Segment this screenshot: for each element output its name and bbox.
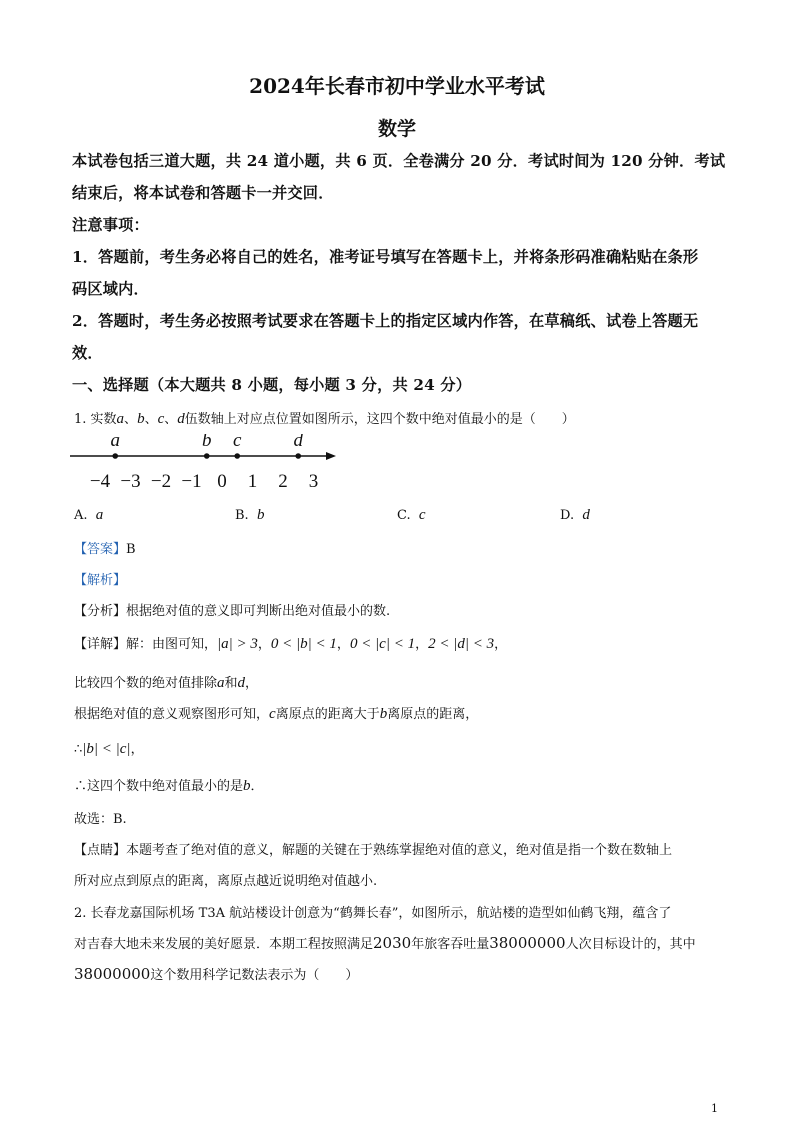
inequality-end: ， [130, 742, 144, 757]
q1-var-d: d [177, 411, 185, 427]
q2-line-3 [74, 964, 358, 983]
condition-1: |a| > 3 [217, 636, 258, 652]
number-line-arrow [326, 452, 336, 460]
tick-label: −4 [89, 471, 111, 492]
tick-label: −1 [181, 471, 202, 492]
section-1-heading: 一、选择题（本大题共 8 小题，每小题 3 分，共 24 分） [72, 376, 472, 394]
distance-var-c: c [269, 706, 276, 722]
option-b[interactable] [235, 507, 264, 524]
distance-end: 离原点的距离， [387, 707, 479, 722]
option-c[interactable] [397, 507, 426, 524]
q1-stem [74, 408, 575, 428]
option-c-label: C. [397, 508, 411, 523]
q1-var-b: b [137, 411, 145, 427]
xiangjie-line [74, 633, 507, 653]
exam-title: 2024年长春市初中学业水平考试 [249, 74, 545, 98]
dianjing-text-1: 本题考查了绝对值的意义，解题的关键在于熟练掌握绝对值的意义，绝对值是指一个数在数轴上 [126, 843, 673, 858]
tick-label: 3 [308, 471, 319, 492]
tick-label: 2 [278, 471, 288, 492]
answer-line [74, 538, 136, 557]
fenxi-tag: 【分析】 [74, 604, 127, 619]
answer-tag: 【答案】 [74, 542, 127, 557]
analysis-tag: 【解析】 [74, 573, 127, 588]
point-a [112, 453, 118, 459]
dianjing-tag: 【点睛】 [74, 843, 127, 858]
page-number: 1 [711, 1102, 718, 1115]
tick-label: −3 [120, 471, 141, 492]
compare-var-d: d [237, 675, 246, 691]
q2-line-2 [74, 933, 696, 952]
distance-var-b: b [379, 706, 388, 722]
compare-prefix: 比较四个数的绝对值排除 [74, 676, 218, 691]
q2-line-2-mid: 年旅客吞吐量 [411, 937, 490, 952]
q2-line-1: 2. 长春龙嘉国际机场 T3A 航站楼设计创意为“鹤舞长春”，如图所示，航站楼的造型如仙鹤飞翔，蕴含了 [74, 906, 672, 921]
option-c-value: c [418, 507, 426, 523]
therefore-line-1 [74, 738, 144, 758]
option-a[interactable] [74, 507, 103, 524]
point-c [234, 453, 240, 459]
dianjing-line-2: 所对应点到原点的距离，离原点越近说明绝对值越小. [74, 874, 378, 889]
therefore-symbol: ∴ [74, 742, 83, 757]
condition-2: 0 < |b| < 1 [270, 636, 337, 652]
q1-stem-suffix: 伍数轴上对应点位置如图所示，这四个数中绝对值最小的是（ ） [184, 412, 575, 427]
q2-line-3-end: 这个数用科学记数法表示为（ ） [150, 968, 359, 983]
option-d[interactable] [560, 507, 590, 524]
distance-line [74, 703, 478, 723]
compare-var-a: a [217, 675, 225, 691]
point-label-b: b [202, 434, 212, 451]
q1-var-c: c [157, 411, 165, 427]
q2-year: 2030 [373, 934, 412, 952]
therefore-2-end: ． [250, 779, 264, 794]
notice-item-2-line-1: 2．答题时，考生务必按照考试要求在答题卡上的指定区域内作答，在草稿纸、试卷上答题无 [72, 312, 699, 330]
intro-line-2: 结束后，将本试卷和答题卡一并交回． [72, 184, 334, 202]
distance-mid: 离原点的距离大于 [275, 707, 380, 722]
compare-and: 和 [224, 676, 238, 691]
point-label-d: d [293, 434, 303, 451]
distance-prefix: 根据绝对值的意义观察图形可知， [74, 707, 270, 722]
point-label-a: a [110, 434, 120, 451]
cond-sep-1: ， [257, 637, 271, 652]
tick-label: 1 [247, 471, 258, 492]
condition-4: 2 < |d| < 3 [428, 636, 495, 652]
notice-heading: 注意事项： [72, 216, 149, 234]
q1-sep-3: 、 [164, 412, 178, 427]
notice-item-1-line-1: 1．答题前，考生务必将自己的姓名，准考证号填写在答题卡上，并将条形码准确粘贴在条形 [72, 248, 699, 266]
dianjing-line-1 [74, 839, 672, 858]
q2-number-2: 38000000 [74, 965, 151, 983]
xiangjie-prefix: 解：由图可知， [126, 637, 218, 652]
point-b [204, 453, 210, 459]
choose-line: 故选：B. [74, 812, 127, 827]
condition-3: 0 < |c| < 1 [349, 636, 416, 652]
q2-line-2-end: 人次目标设计的，其中 [565, 937, 696, 952]
option-d-label: D. [560, 508, 575, 523]
xiangjie-tag: 【详解】 [74, 637, 127, 652]
subject-title: 数学 [377, 118, 416, 140]
tick-label: 0 [217, 471, 227, 492]
q2-line-2-prefix: 对吉春大地未来发展的美好愿景．本期工程按照满足 [74, 937, 374, 952]
cond-end: ， [494, 637, 508, 652]
option-b-value: b [256, 507, 265, 523]
therefore-line-2 [74, 775, 264, 795]
therefore-2-var-b: b [243, 778, 251, 794]
q1-stem-prefix: 1. 实数 [74, 412, 117, 427]
option-a-value: a [95, 507, 104, 523]
compare-end: ， [245, 676, 259, 691]
point-label-c: c [233, 434, 242, 451]
answer-value: B [126, 542, 136, 557]
option-b-label: B. [235, 508, 249, 523]
cond-sep-2: ， [336, 637, 350, 652]
q2-number: 38000000 [489, 934, 566, 952]
fenxi-line [74, 600, 390, 619]
intro-line-1: 本试卷包括三道大题，共 24 道小题，共 6 页．全卷满分 20 分．考试时间为 120 分钟．考试 [72, 152, 726, 170]
inequality: |b| < |c| [82, 741, 131, 757]
q1-sep-2: 、 [144, 412, 158, 427]
point-d [295, 453, 301, 459]
fenxi-text: 根据绝对值的意义即可判断出绝对值最小的数. [126, 604, 391, 619]
notice-item-1-line-2: 码区域内． [72, 280, 149, 298]
compare-line [74, 672, 258, 692]
q1-sep-1: 、 [124, 412, 138, 427]
option-a-label: A. [74, 508, 88, 523]
option-d-value: d [582, 507, 590, 523]
tick-label: −2 [150, 471, 172, 492]
cond-sep-3: ， [415, 637, 429, 652]
therefore-2-prefix: ∴这四个数中绝对值最小的是 [74, 779, 244, 794]
q1-var-a: a [116, 411, 125, 427]
number-line-figure [70, 434, 350, 504]
notice-item-2-line-2: 效． [72, 344, 103, 362]
